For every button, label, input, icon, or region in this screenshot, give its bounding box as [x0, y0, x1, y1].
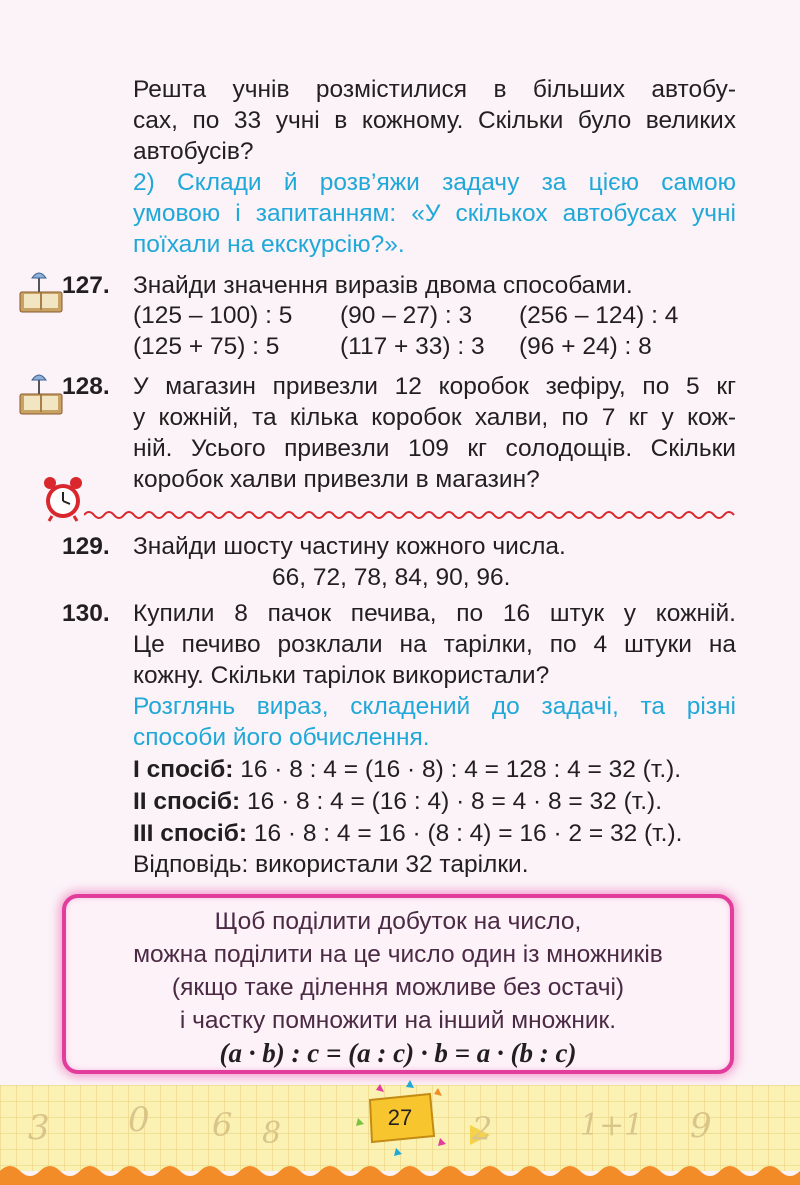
rule-line-3: (якщо таке ділення можливе без остачі): [171, 974, 625, 1001]
decor-digit: 2: [472, 1110, 493, 1148]
task-129-number: 129.: [62, 533, 110, 560]
way-2-expr: 16 · 8 : 4 = (16 : 4) · 8 = 4 · 8 = 32 (т.).: [240, 788, 663, 815]
expr-1: (125 – 100) : 5: [133, 302, 293, 329]
way-3-label: ІІІ спосіб:: [133, 820, 248, 847]
decor-digit: 9: [690, 1106, 712, 1146]
rule-box: [62, 894, 734, 1074]
rule-line-4: і частку помножити на інший множник.: [179, 1007, 617, 1034]
book-lamp-icon: [18, 372, 66, 418]
wavy-divider: [84, 508, 736, 522]
decor-digit: 1+1: [580, 1108, 644, 1143]
task2-line-2: умовою і запитанням: «У скількох автобусах учні: [133, 200, 736, 227]
task-130-line-1: Купили 8 пачок печива, по 16 штук у кожній.: [133, 600, 736, 627]
intro-line-2: сах, по 33 учні в кожному. Скільки було великих: [133, 107, 736, 134]
task-130-number: 130.: [62, 600, 110, 627]
task-128-line-3: ній. Усього привезли 109 кг солодощів. Скільки: [133, 435, 736, 462]
rule-formula: (a · b) : c = (a : c) · b = a · (b : c): [219, 1038, 577, 1068]
task-130-hint-1: Розглянь вираз, складений до задачі, та різні: [133, 693, 736, 720]
decor-digit: 8: [262, 1116, 282, 1151]
expr-6: (96 + 24) : 8: [519, 333, 652, 360]
page-number: 27: [387, 1105, 413, 1130]
task-128-number: 128.: [62, 373, 110, 400]
task-130-answer: Відповідь: використали 32 тарілки.: [133, 851, 529, 878]
task-130-line-2: Це печиво розклали на тарілки, по 4 штуки на: [133, 631, 736, 658]
decor-digit: 3: [28, 1108, 50, 1148]
task-127-title: Знайди значення виразів двома способами.: [133, 272, 633, 299]
way-1-label: І спосіб:: [133, 756, 234, 783]
alarm-clock-icon: [40, 474, 86, 522]
expr-5: (117 + 33) : 3: [340, 333, 485, 360]
task-128-line-4: коробок халви привезли в магазин?: [133, 466, 540, 493]
rule-line-2: можна поділити на це число один із множників: [133, 941, 663, 968]
task2-line-3: поїхали на екскурсію?».: [133, 231, 405, 258]
task-130-line-3: кожну. Скільки тарілок використали?: [133, 662, 550, 689]
way-3-expr: 16 · 8 : 4 = 16 · (8 : 4) = 16 · 2 = 32 (т.).: [247, 820, 683, 847]
expr-3: (256 – 124) : 4: [519, 302, 679, 329]
expr-4: (125 + 75) : 5: [133, 333, 280, 360]
task-128-line-1: У магазин привезли 12 коробок зефіру, по 5 кг: [133, 373, 736, 400]
way-1: [133, 754, 681, 786]
task-129-title: Знайди шосту частину кожного числа.: [133, 533, 566, 560]
rule-line-1: Щоб поділити добуток на число,: [214, 908, 582, 935]
task-127-number: 127.: [62, 272, 110, 299]
way-3: [133, 818, 682, 850]
book-lamp-icon: [18, 270, 66, 316]
way-2-label: ІІ спосіб:: [133, 788, 241, 815]
decor-digit: 6: [212, 1106, 233, 1144]
task-129-numbers: 66, 72, 78, 84, 90, 96.: [272, 564, 511, 591]
task-128-line-2: у кожній, та кілька коробок халви, по 7 кг у кож-: [133, 404, 736, 431]
task2-line-1: 2) Склади й розв’яжи задачу за цією самою: [133, 169, 736, 196]
intro-line-1: Решта учнів розмістилися в більших автобу-: [133, 76, 736, 103]
expr-2: (90 – 27) : 3: [340, 302, 473, 329]
decor-digit: 0: [128, 1100, 150, 1140]
way-2: [133, 786, 662, 818]
task-130-hint-2: способи його обчислення.: [133, 724, 430, 751]
way-1-expr: 16 · 8 : 4 = (16 · 8) : 4 = 128 : 4 = 32 (т.).: [233, 756, 682, 783]
intro-line-3: автобусів?: [133, 138, 254, 165]
